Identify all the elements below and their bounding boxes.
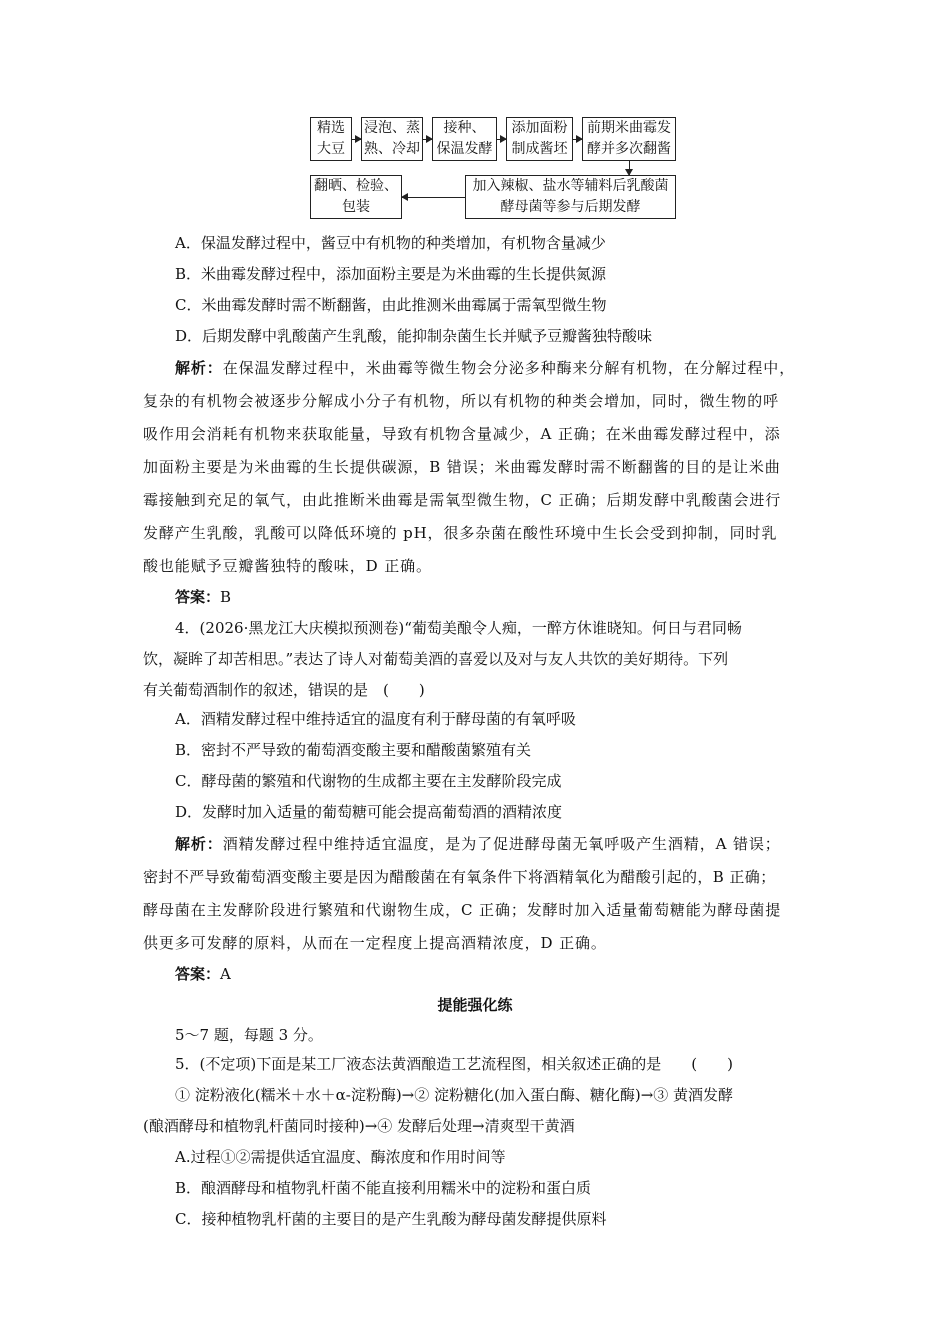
flow-step-label: 前期米曲霉发 <box>587 120 671 136</box>
q3-analysis-line: 发酵产生乳酸，乳酸可以降低环境的 pH，很多杂菌在酸性环境中生长会受到抑制，同时乳 <box>143 524 778 542</box>
flow-step-2 <box>361 117 423 161</box>
q3-analysis-line: 复杂的有机物会被逐步分解成小分子有机物，所以有机物的种类会增加，同时，微生物的呼 <box>143 392 780 410</box>
q3-analysis-line: 霉接触到充足的氧气，由此推断米曲霉是需氧型微生物，C 正确；后期发酵中乳酸菌会进行 <box>143 491 782 509</box>
flow-step-label: 酵并多次翻酱 <box>587 141 671 157</box>
process-flow-diagram <box>0 0 950 230</box>
flow-arrow-down <box>629 161 630 175</box>
flow-step-label: 翻晒、检验、 <box>314 178 398 194</box>
q3-analysis-line: 吸作用会消耗有机物来获取能量，导致有机物含量减少，A 正确；在米曲霉发酵过程中，添 <box>143 425 781 443</box>
flow-step-label: 保温发酵 <box>436 141 493 157</box>
q3-analysis-label: 解析： <box>175 359 223 377</box>
flow-arrow <box>497 139 506 140</box>
q3-answer-label: 答案： <box>175 588 221 606</box>
flow-step-label: 接种、 <box>443 120 486 136</box>
q3-analysis-text: 在保温发酵过程中，米曲霉等微生物会分泌多种酶来分解有机物，在分解过程中， <box>222 359 796 377</box>
flow-step-6 <box>465 175 676 219</box>
q5-option-c: C．接种植物乳杆菌的主要目的是产生乳酸为酵母菌发酵提供原料 <box>175 1210 607 1228</box>
flow-arrow <box>352 139 361 140</box>
q3-option-c: C．米曲霉发酵时需不断翻酱，由此推测米曲霉属于需氧型微生物 <box>175 296 607 314</box>
flow-arrow-left <box>402 197 465 198</box>
flow-step-label: 熟、冷却 <box>364 141 420 157</box>
q4-analysis-line: 酵母菌在主发酵阶段进行繁殖和代谢物生成，C 正确；发酵时加入适量葡萄糖能为酵母菌提 <box>143 901 782 919</box>
q5-process-line: (酿酒酵母和植物乳杆菌同时接种)→④ 发酵后处理→清爽型干黄酒 <box>143 1117 575 1135</box>
flow-step-label: 大豆 <box>317 141 345 157</box>
q4-answer-value: A <box>220 965 231 983</box>
q4-analysis-line <box>175 833 855 855</box>
q3-answer <box>175 586 855 608</box>
q4-answer-label: 答案： <box>175 965 221 983</box>
q3-answer-value: B <box>220 588 232 606</box>
flow-step-label: 浸泡、蒸 <box>364 120 420 136</box>
flow-step-label: 加入辣椒、盐水等辅料后乳酸菌 <box>472 178 669 194</box>
flow-step-label: 制成酱坯 <box>511 141 568 157</box>
section-title: 提能强化练 <box>437 996 513 1014</box>
q4-stem-line: 4．(2026·黑龙江大庆模拟预测卷)“葡萄美酿令人痴，一醉方休谁晓知。何日与君同畅 <box>175 619 742 637</box>
flow-arrow <box>573 139 582 140</box>
flow-step-1 <box>310 117 352 161</box>
q4-analysis-text: 酒精发酵过程中维持适宜温度，是为了促进酵母菌无氧呼吸产生酒精，A 错误； <box>222 835 781 853</box>
q4-analysis-line: 密封不严导致葡萄酒变酸主要是因为醋酸菌在有氧条件下将酒精氧化为醋酸引起的，B 正确； <box>143 868 776 886</box>
q4-answer <box>175 963 855 985</box>
flow-step-label: 添加面粉 <box>511 120 568 136</box>
q3-analysis-line <box>175 357 855 379</box>
flow-step-label: 包装 <box>342 199 370 215</box>
q4-analysis-label: 解析： <box>175 835 223 853</box>
flow-step-5 <box>582 117 676 161</box>
flow-step-4 <box>506 117 573 161</box>
q5-option-b: B．酿酒酵母和植物乳杆菌不能直接利用糯米中的淀粉和蛋白质 <box>175 1179 592 1197</box>
flow-step-label: 精选 <box>317 120 345 136</box>
q3-option-a: A．保温发酵过程中，酱豆中有机物的种类增加，有机物含量减少 <box>175 234 606 252</box>
flow-arrow <box>423 139 432 140</box>
q5-stem: 5．(不定项)下面是某工厂液态法黄酒酿造工艺流程图，相关叙述正确的是 ( ) <box>175 1055 733 1073</box>
q4-analysis-line: 供更多可发酵的原料，从而在一定程度上提高酒精浓度，D 正确。 <box>143 934 607 952</box>
q3-analysis-line: 加面粉主要是为米曲霉的生长提供碳源，B 错误；米曲霉发酵时需不断翻酱的目的是让米曲 <box>143 458 781 476</box>
flow-step-label: 酵母菌等参与后期发酵 <box>500 199 641 215</box>
q4-option-c: C．酵母菌的繁殖和代谢物的生成都主要在主发酵阶段完成 <box>175 772 562 790</box>
q4-stem-line: 有关葡萄酒制作的叙述，错误的是 ( ) <box>143 681 425 699</box>
q5-option-a: A.过程①②需提供适宜温度、酶浓度和作用时间等 <box>175 1148 506 1166</box>
flow-step-7 <box>310 175 402 219</box>
q3-option-d: D．后期发酵中乳酸菌产生乳酸，能抑制杂菌生长并赋予豆瓣酱独特酸味 <box>175 327 653 345</box>
flow-step-3 <box>432 117 497 161</box>
q4-option-a: A．酒精发酵过程中维持适宜的温度有利于酵母菌的有氧呼吸 <box>175 710 576 728</box>
q4-stem-line: 饮，凝眸了却苦相思。”表达了诗人对葡萄美酒的喜爱以及对与友人共饮的美好期待。下列 <box>143 650 729 668</box>
q3-option-b: B．米曲霉发酵过程中，添加面粉主要是为米曲霉的生长提供氮源 <box>175 265 607 283</box>
q4-option-d: D．发酵时加入适量的葡萄糖可能会提高葡萄酒的酒精浓度 <box>175 803 563 821</box>
q3-analysis-line: 酸也能赋予豆瓣酱独特的酸味，D 正确。 <box>143 557 432 575</box>
q5-process-line: ① 淀粉液化(糯米＋水＋α-淀粉酶)→② 淀粉糖化(加入蛋白酶、糖化酶)→③ 黄酒发酵 <box>175 1086 734 1104</box>
section-note: 5～7 题，每题 3 分。 <box>175 1026 323 1044</box>
q4-option-b: B．密封不严导致的葡萄酒变酸主要和醋酸菌繁殖有关 <box>175 741 532 759</box>
